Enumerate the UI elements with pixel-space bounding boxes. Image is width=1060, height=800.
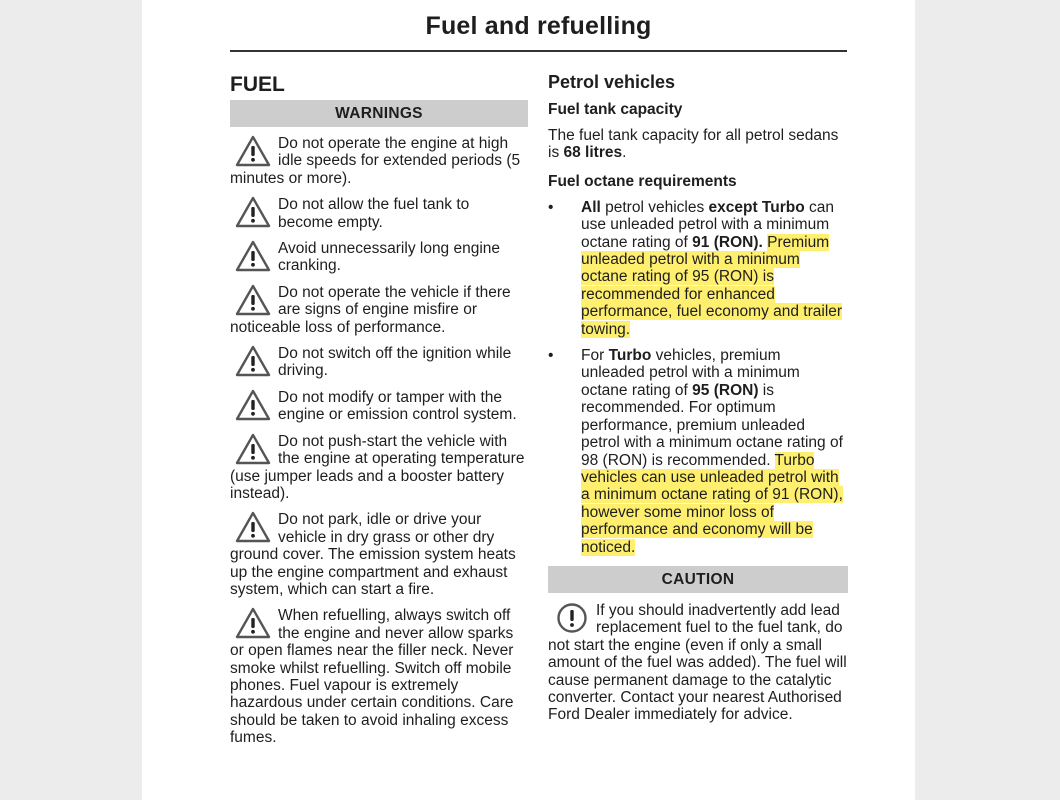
warning-item — [230, 196, 528, 231]
bullet-icon: • — [548, 347, 554, 365]
warning-text: Do not modify or tamper with the engine or emission control system. — [278, 388, 517, 424]
bold-text: except Turbo — [708, 198, 805, 216]
warning-item — [230, 389, 528, 424]
left-column — [230, 70, 528, 747]
text: can use unleaded petrol with a minimum octane rating of — [581, 198, 834, 251]
warning-text: Do not operate the vehicle if there are signs of engine misfire or noticeable loss of performance. — [230, 283, 511, 336]
warning-item — [230, 240, 528, 275]
petrol-vehicles-heading: Petrol vehicles — [548, 72, 676, 92]
warning-triangle-icon — [230, 196, 270, 230]
fuel-octane-heading: Fuel octane requirements — [548, 172, 737, 190]
bold-text: Turbo — [608, 347, 652, 365]
text: vehicles, premium unleaded petrol with a minimum octane rating of — [581, 347, 800, 399]
warning-triangle-icon — [230, 135, 270, 169]
bullet-icon: • — [548, 198, 554, 216]
warning-item — [230, 135, 528, 187]
title-rule — [230, 50, 847, 52]
warnings-band: WARNINGS — [230, 100, 528, 127]
warning-triangle-icon — [230, 511, 270, 545]
warning-triangle-icon — [230, 240, 270, 274]
fuel-tank-capacity-text — [548, 127, 848, 162]
warning-text: Do not operate the engine at high idle speeds for extended periods (5 minutes or more). — [230, 135, 521, 187]
text: petrol vehicles — [600, 198, 709, 216]
caution-circle-icon — [548, 602, 588, 636]
warning-item — [230, 607, 528, 746]
warning-triangle-icon — [230, 345, 270, 379]
octane-list — [548, 199, 848, 556]
fuel-heading: FUEL — [230, 73, 285, 96]
caution-band: CAUTION — [548, 566, 848, 593]
highlighted-text: Turbo vehicles can use unleaded petrol with a minimum octane rating of 91 (RON), however some minor loss of performance and economy will be noticed. — [581, 451, 843, 556]
caution-item — [548, 602, 848, 724]
warning-text: Do not switch off the ignition while driving. — [278, 345, 512, 380]
page-title: Fuel and refuelling — [425, 12, 652, 40]
caution-text: If you should inadvertently add lead replacement fuel to the fuel tank, do not start the engine (even if only a small amount of the fuel was added). The fuel will cause permanent damage to the catalytic converter. Contact your nearest Authorised Ford Dealer immediately for advice. — [548, 601, 847, 724]
warning-text: Do not park, idle or drive your vehicle in dry grass or other dry ground cover. The emission system heats up the engine compartment and exhaust system, which can start a fire. — [230, 511, 516, 598]
bold-text: 91 (RON). — [692, 233, 763, 251]
warning-item — [230, 345, 528, 380]
highlighted-text: Premium unleaded petrol with a minimum octane rating of 95 (RON) is recommended for enhanced performance, fuel economy and trailer towing. — [581, 233, 843, 338]
right-column — [548, 70, 848, 724]
list-item — [548, 199, 848, 338]
capacity-text: The fuel tank capacity for all petrol sedans is — [548, 127, 839, 162]
warning-triangle-icon — [230, 284, 270, 318]
text: For — [581, 347, 609, 365]
fuel-tank-capacity-heading: Fuel tank capacity — [548, 101, 683, 118]
warnings-list — [230, 135, 528, 747]
warning-item — [230, 511, 528, 598]
warning-text: Avoid unnecessarily long engine cranking. — [278, 240, 501, 275]
list-item — [548, 347, 848, 556]
warning-text: Do not allow the fuel tank to become empty. — [278, 196, 470, 231]
capacity-end: . — [622, 144, 627, 162]
warning-item — [230, 433, 528, 503]
text: is recommended. For optimum performance, premium unleaded petrol with a minimum octane rating of 98 (RON) is recommended. — [581, 381, 843, 469]
warning-triangle-icon — [230, 433, 270, 467]
warning-text: Do not push-start the vehicle with the engine at operating temperature (use jumper leads and a booster battery instead). — [230, 432, 525, 502]
warning-triangle-icon — [230, 389, 270, 423]
bold-text: All — [581, 198, 601, 216]
warning-triangle-icon — [230, 607, 270, 641]
manual-page — [142, 0, 915, 800]
bold-text: 95 (RON) — [692, 381, 759, 399]
warning-item — [230, 284, 528, 336]
capacity-value: 68 litres — [563, 144, 623, 162]
warning-text: When refuelling, always switch off the engine and never allow sparks or open flames near the filler neck. Never smoke whilst refuelling. Switch off mobile phones. Fuel vapour is extremely hazardous under certain conditions. Care should be taken to avoid inhaling excess fumes. — [230, 607, 514, 747]
